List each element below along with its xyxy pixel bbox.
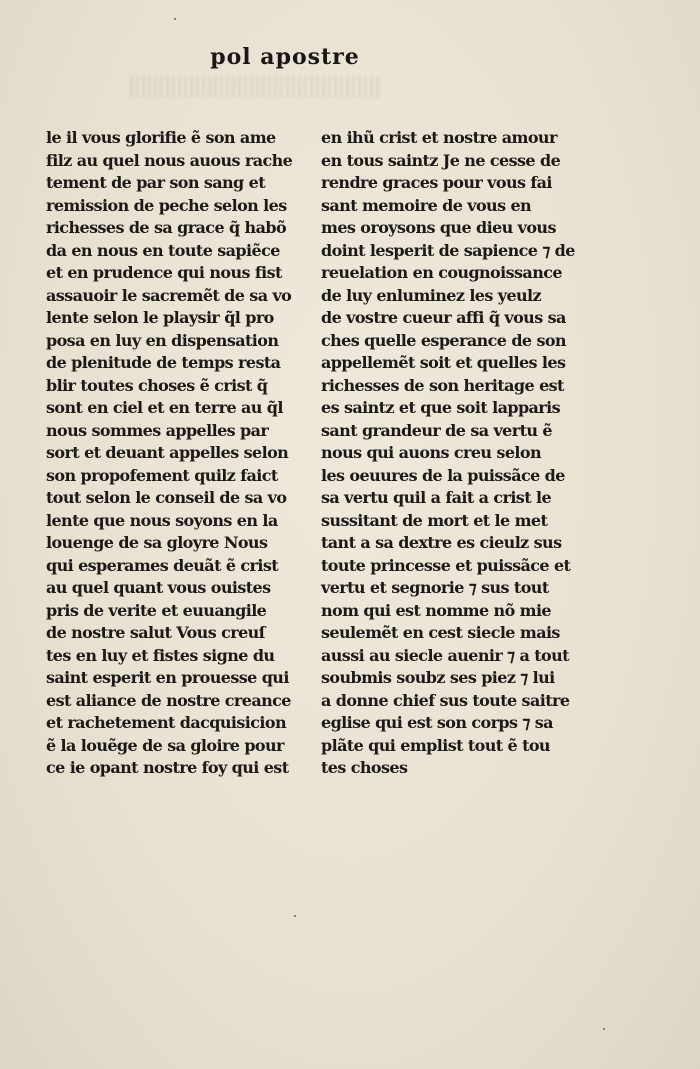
left-column-line: de nostre salut Vous creuſ: [46, 623, 265, 642]
right-column-line: es saintz et que soit lapparis: [321, 398, 561, 417]
left-column-line: richesses de sa grace q̃ habõ: [46, 218, 287, 237]
left-column-line: remission de peche selon les: [46, 195, 287, 215]
right-column-line: doint lesperit de sapience ⁊ de: [321, 240, 575, 260]
left-column-line: saint esperit en prouesse qui: [46, 668, 289, 687]
right-column-line: en tous saintz Je ne cesse de: [321, 150, 561, 170]
paper-speck: [294, 915, 296, 917]
left-column-line: tement de par son sang et: [46, 173, 265, 192]
right-column-line: tes choses: [321, 758, 408, 777]
left-column-line: de plenitude de temps resta: [46, 353, 281, 372]
right-column-line: vertu et segnorie ⁊ sus tout: [321, 578, 549, 597]
right-column-line: soubmis soubz ses piez ⁊ lui: [321, 668, 555, 687]
right-column-line: reuelation en cougnoissance: [321, 263, 562, 282]
left-column-line: son propofement quilz faict: [46, 465, 278, 485]
left-column-line: sont en ciel et en terre au q̃l: [46, 398, 283, 417]
right-column-line: sant grandeur de sa vertu ẽ: [321, 420, 552, 440]
left-column-line: louenge de sa gloyre Nous: [46, 533, 268, 552]
running-head: pol apostre: [210, 44, 360, 70]
left-column-line: le il vous glorifie ẽ son ame: [46, 128, 276, 147]
left-column-line: lente que nous soyons en la: [46, 510, 278, 530]
right-column-line: de luy enluminez les yeulz: [321, 285, 542, 305]
left-column: [46, 127, 293, 780]
right-column-line: sant memoire de vous en: [321, 195, 532, 215]
left-column-line: pris de verite et euuangile: [46, 600, 267, 620]
right-column-line: sa vertu quil a fait a crist le: [321, 488, 552, 507]
right-column-line: tant a sa dextre es cieulz sus: [321, 533, 562, 552]
left-column-line: et rachetement dacquisicion: [46, 713, 286, 732]
show-through-shadow: [130, 76, 380, 98]
right-column-line: rendre graces pour vous fai: [321, 173, 552, 192]
left-column-line: blir toutes choses ẽ crist q̃: [46, 375, 268, 395]
right-column-line: nous qui auons creu selon: [321, 443, 541, 462]
left-column-line: tout selon le conseil de sa vo: [46, 488, 287, 507]
right-column-line: toute princesse et puissãce et: [321, 555, 571, 575]
right-column-line: les oeuures de la puissãce de: [321, 465, 565, 485]
right-column-line: richesses de son heritage est: [321, 375, 564, 395]
right-column-line: ches quelle esperance de son: [321, 330, 566, 350]
left-column-line: qui esperames deuãt ẽ crist: [46, 555, 279, 575]
right-column-line: a donne chief sus toute saitre: [321, 690, 570, 710]
right-column-line: en ihũ crist et nostre amour: [321, 128, 557, 147]
left-column-line: et en prudence qui nous fist: [46, 263, 282, 282]
paper-speck: [174, 18, 176, 20]
right-column-line: nom qui est nomme nõ mie: [321, 600, 551, 620]
right-column-line: plãte qui emplist tout ẽ tou: [321, 735, 550, 755]
left-column-line: posa en luy en dispensation: [46, 330, 279, 350]
left-column-line: tes en luy et fistes signe du: [46, 645, 275, 665]
right-column-line: appellemẽt soit et quelles les: [321, 353, 566, 372]
left-column-line: ce ie opant nostre foy qui est: [46, 758, 289, 777]
left-column-line: au quel quant vous ouistes: [46, 578, 271, 597]
left-column-line: da en nous en toute sapiẽce: [46, 240, 280, 260]
right-column-line: mes oroysons que dieu vous: [321, 218, 556, 237]
left-column-line: lente selon le playsir q̃l pro: [46, 308, 274, 327]
right-column-line: aussi au siecle auenir ⁊ a tout: [321, 645, 569, 665]
left-column-line: sort et deuant appelles selon: [46, 443, 289, 462]
right-column-line: seulemẽt en cest siecle mais: [321, 623, 560, 642]
right-column-line: eglise qui est son corps ⁊ sa: [321, 713, 553, 732]
left-column-line: filz au quel nous auous rache: [46, 150, 293, 170]
right-column-line: sussitant de mort et le met: [321, 510, 548, 530]
right-column: [321, 127, 575, 780]
left-column-line: assauoir le sacremẽt de sa vo: [46, 285, 292, 305]
right-column-line: de vostre cueur affi q̃ vous sa: [321, 308, 566, 327]
left-column-line: nous sommes appelles par: [46, 420, 269, 440]
left-column-line: est aliance de nostre creance: [46, 690, 291, 710]
left-column-line: ẽ la louẽge de sa gloire pour: [46, 735, 284, 755]
paper-speck: [603, 1028, 605, 1030]
